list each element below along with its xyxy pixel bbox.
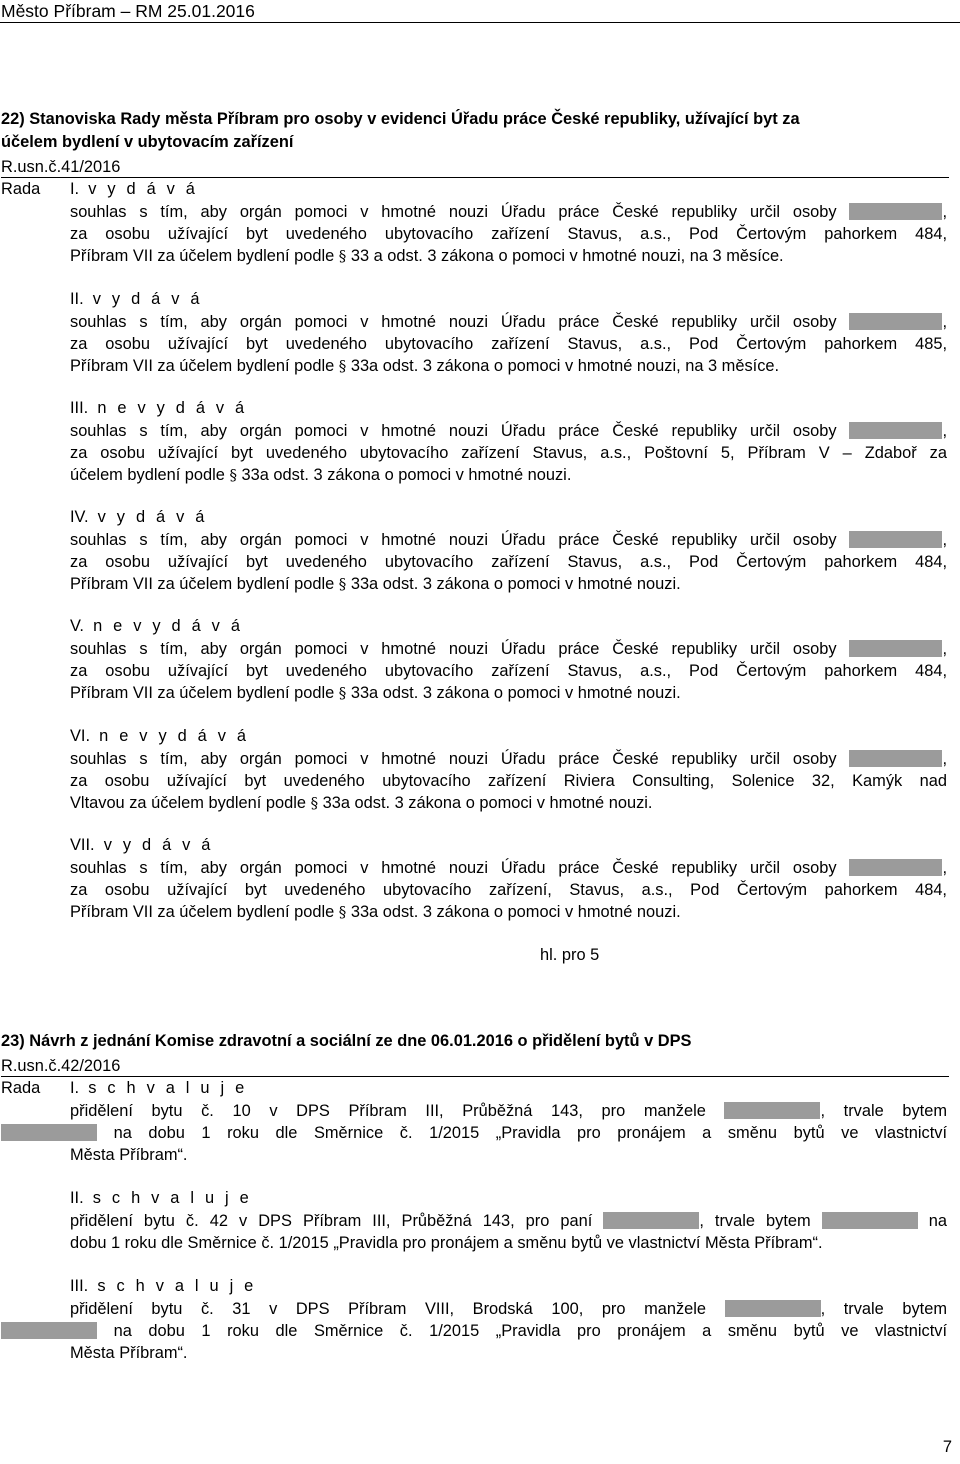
item-number: III. <box>70 399 89 417</box>
redacted-address <box>1 1124 97 1141</box>
item-number: III. <box>70 1277 89 1295</box>
text-line: Příbram VII za účelem bydlení podle § 33a odst. 3 zákona o pomoci v hmotné nouzi. <box>70 903 681 921</box>
item-verb: n e v y d á v á <box>97 399 248 417</box>
item-heading <box>70 178 198 200</box>
item-verb: v y d á v á <box>88 180 199 198</box>
item-number: II. <box>70 1189 84 1207</box>
item-text <box>70 311 947 377</box>
resolution-number: R.usn.č.41/2016 <box>1 157 949 178</box>
redacted-name <box>849 422 942 439</box>
item-number: V. <box>70 617 84 635</box>
text-line: přidělení bytu č. 42 v DPS Příbram III, Průběžná 143, pro paní , trvale bytem na <box>70 1212 947 1230</box>
item-text <box>70 201 947 267</box>
text-line: Příbram VII za účelem bydlení podle § 33a odst. 3 zákona o pomoci v hmotné nouzi. <box>70 575 681 593</box>
text-line: účelem bydlení podle § 33a odst. 3 zákona o pomoci v hmotné nouzi. <box>70 466 572 484</box>
item-heading <box>70 288 203 310</box>
text-line: dobu 1 roku dle Směrnice č. 1/2015 „Pravidla pro pronájem a směnu bytů ve vlastnictví Města Příbram“. <box>70 1234 823 1252</box>
redacted-name <box>849 859 942 876</box>
item-verb: n e v y d á v á <box>99 727 250 745</box>
text-line: za osobu užívající byt uvedeného ubytovacího zařízení Riviera Consulting, Solenice 32, Kamýk nad <box>70 772 947 790</box>
redacted-name <box>849 750 942 767</box>
section-22-title-line1: 22) Stanoviska Rady města Příbram pro osoby v evidenci Úřadu práce České republiky, užívající byt za <box>1 110 800 128</box>
rada-label: Rada <box>1 1079 41 1097</box>
vote-result: hl. pro 5 <box>540 946 600 964</box>
item-number: IV. <box>70 508 89 526</box>
text-line: souhlas s tím, aby orgán pomoci v hmotné nouzi Úřadu práce České republiky určil osoby , <box>70 203 947 221</box>
text-line: Příbram VII za účelem bydlení podle § 33a odst. 3 zákona o pomoci v hmotné nouzi, na 3 měsíce. <box>70 357 780 375</box>
item-verb: v y d á v á <box>92 290 203 308</box>
redacted-name <box>603 1212 699 1229</box>
text-line: Příbram VII za účelem bydlení podle § 33a odst. 3 zákona o pomoci v hmotné nouzi. <box>70 684 681 702</box>
text-line: souhlas s tím, aby orgán pomoci v hmotné nouzi Úřadu práce České republiky určil osoby , <box>70 422 947 440</box>
item-heading <box>70 397 247 419</box>
item-verb: s c h v a l u j e <box>88 1079 248 1097</box>
text-line: přidělení bytu č. 31 v DPS Příbram VIII, Brodská 100, pro manžele , trvale bytem <box>70 1300 947 1318</box>
item-text <box>70 420 947 486</box>
item-text <box>70 1210 947 1254</box>
item-heading <box>70 1187 252 1209</box>
page-number: 7 <box>942 1438 952 1456</box>
text-line: na dobu 1 roku dle Směrnice č. 1/2015 „Pravidla pro pronájem a směnu bytů ve vlastnictví <box>1 1122 947 1144</box>
item-text <box>70 1100 947 1166</box>
redacted-name <box>849 313 942 330</box>
redacted-name <box>849 203 942 220</box>
item-verb: v y d á v á <box>97 508 208 526</box>
item-verb: n e v y d á v á <box>93 617 244 635</box>
text-line: na dobu 1 roku dle Směrnice č. 1/2015 „Pravidla pro pronájem a směnu bytů ve vlastnictví <box>1 1320 947 1342</box>
redacted-name <box>725 1300 821 1317</box>
text-line: za osobu užívající byt uvedeného ubytovacího zařízení Stavus, a.s., Poštovní 5, Příbram V – Zdaboř za <box>70 444 947 462</box>
item-number: II. <box>70 290 84 308</box>
item-text <box>70 529 947 595</box>
redacted-name <box>849 640 942 657</box>
header-rule <box>0 22 960 23</box>
item-heading <box>70 506 208 528</box>
resolution-number: R.usn.č.42/2016 <box>1 1056 949 1077</box>
section-22-title-line2: účelem bydlení v ubytovacím zařízení <box>1 133 294 151</box>
text-line: souhlas s tím, aby orgán pomoci v hmotné nouzi Úřadu práce České republiky určil osoby , <box>70 859 947 877</box>
text-line: Města Příbram“. <box>70 1344 188 1362</box>
item-heading <box>70 834 214 856</box>
text-line: za osobu užívající byt uvedeného ubytovacího zařízení Stavus, a.s., Pod Čertovým pahorkem 484, <box>70 662 947 680</box>
text-line: souhlas s tím, aby orgán pomoci v hmotné nouzi Úřadu práce České republiky určil osoby , <box>70 313 947 331</box>
text-line: Města Příbram“. <box>70 1146 188 1164</box>
item-number: I. <box>70 1079 80 1097</box>
item-text <box>70 748 947 814</box>
redacted-name <box>849 531 942 548</box>
item-number: VII. <box>70 836 95 854</box>
text-line: za osobu užívající byt uvedeného ubytovacího zařízení Stavus, a.s., Pod Čertovým pahorkem 485, <box>70 335 947 353</box>
item-verb: s c h v a l u j e <box>97 1277 257 1295</box>
item-heading <box>70 1077 247 1099</box>
item-text <box>70 638 947 704</box>
text-line: přidělení bytu č. 10 v DPS Příbram III, Průběžná 143, pro manžele , trvale bytem <box>70 1102 947 1120</box>
redacted-name <box>724 1102 820 1119</box>
text-line: za osobu užívající byt uvedeného ubytovacího zařízení Stavus, a.s., Pod Čertovým pahorkem 484, <box>70 553 947 571</box>
document-header: Město Příbram – RM 25.01.2016 <box>1 1 255 21</box>
redacted-address <box>1 1322 97 1339</box>
item-verb: v y d á v á <box>103 836 214 854</box>
item-number: VI. <box>70 727 91 745</box>
item-heading <box>70 1275 257 1297</box>
item-number: I. <box>70 180 80 198</box>
text-line: souhlas s tím, aby orgán pomoci v hmotné nouzi Úřadu práce České republiky určil osoby , <box>70 640 947 658</box>
text-line: Příbram VII za účelem bydlení podle § 33 a odst. 3 zákona o pomoci v hmotné nouzi, na 3 měsíce. <box>70 247 784 265</box>
text-line: za osobu užívající byt uvedeného ubytovacího zařízení Stavus, a.s., Pod Čertovým pahorkem 484, <box>70 225 947 243</box>
text-line: Vltavou za účelem bydlení podle § 33a odst. 3 zákona o pomoci v hmotné nouzi. <box>70 794 653 812</box>
text-line: souhlas s tím, aby orgán pomoci v hmotné nouzi Úřadu práce České republiky určil osoby , <box>70 750 947 768</box>
item-heading <box>70 615 243 637</box>
redacted-address <box>822 1212 918 1229</box>
item-text <box>70 857 947 923</box>
rada-label: Rada <box>1 180 41 198</box>
section-23-title: 23) Návrh z jednání Komise zdravotní a sociální ze dne 06.01.2016 o přidělení bytů v DPS <box>1 1032 692 1050</box>
text-line: souhlas s tím, aby orgán pomoci v hmotné nouzi Úřadu práce České republiky určil osoby , <box>70 531 947 549</box>
item-text <box>70 1298 947 1364</box>
item-heading <box>70 725 249 747</box>
item-verb: s c h v a l u j e <box>92 1189 252 1207</box>
text-line: za osobu užívající byt uvedeného ubytovacího zařízení, Stavus, a.s., Pod Čertovým pahorkem 484, <box>70 881 947 899</box>
